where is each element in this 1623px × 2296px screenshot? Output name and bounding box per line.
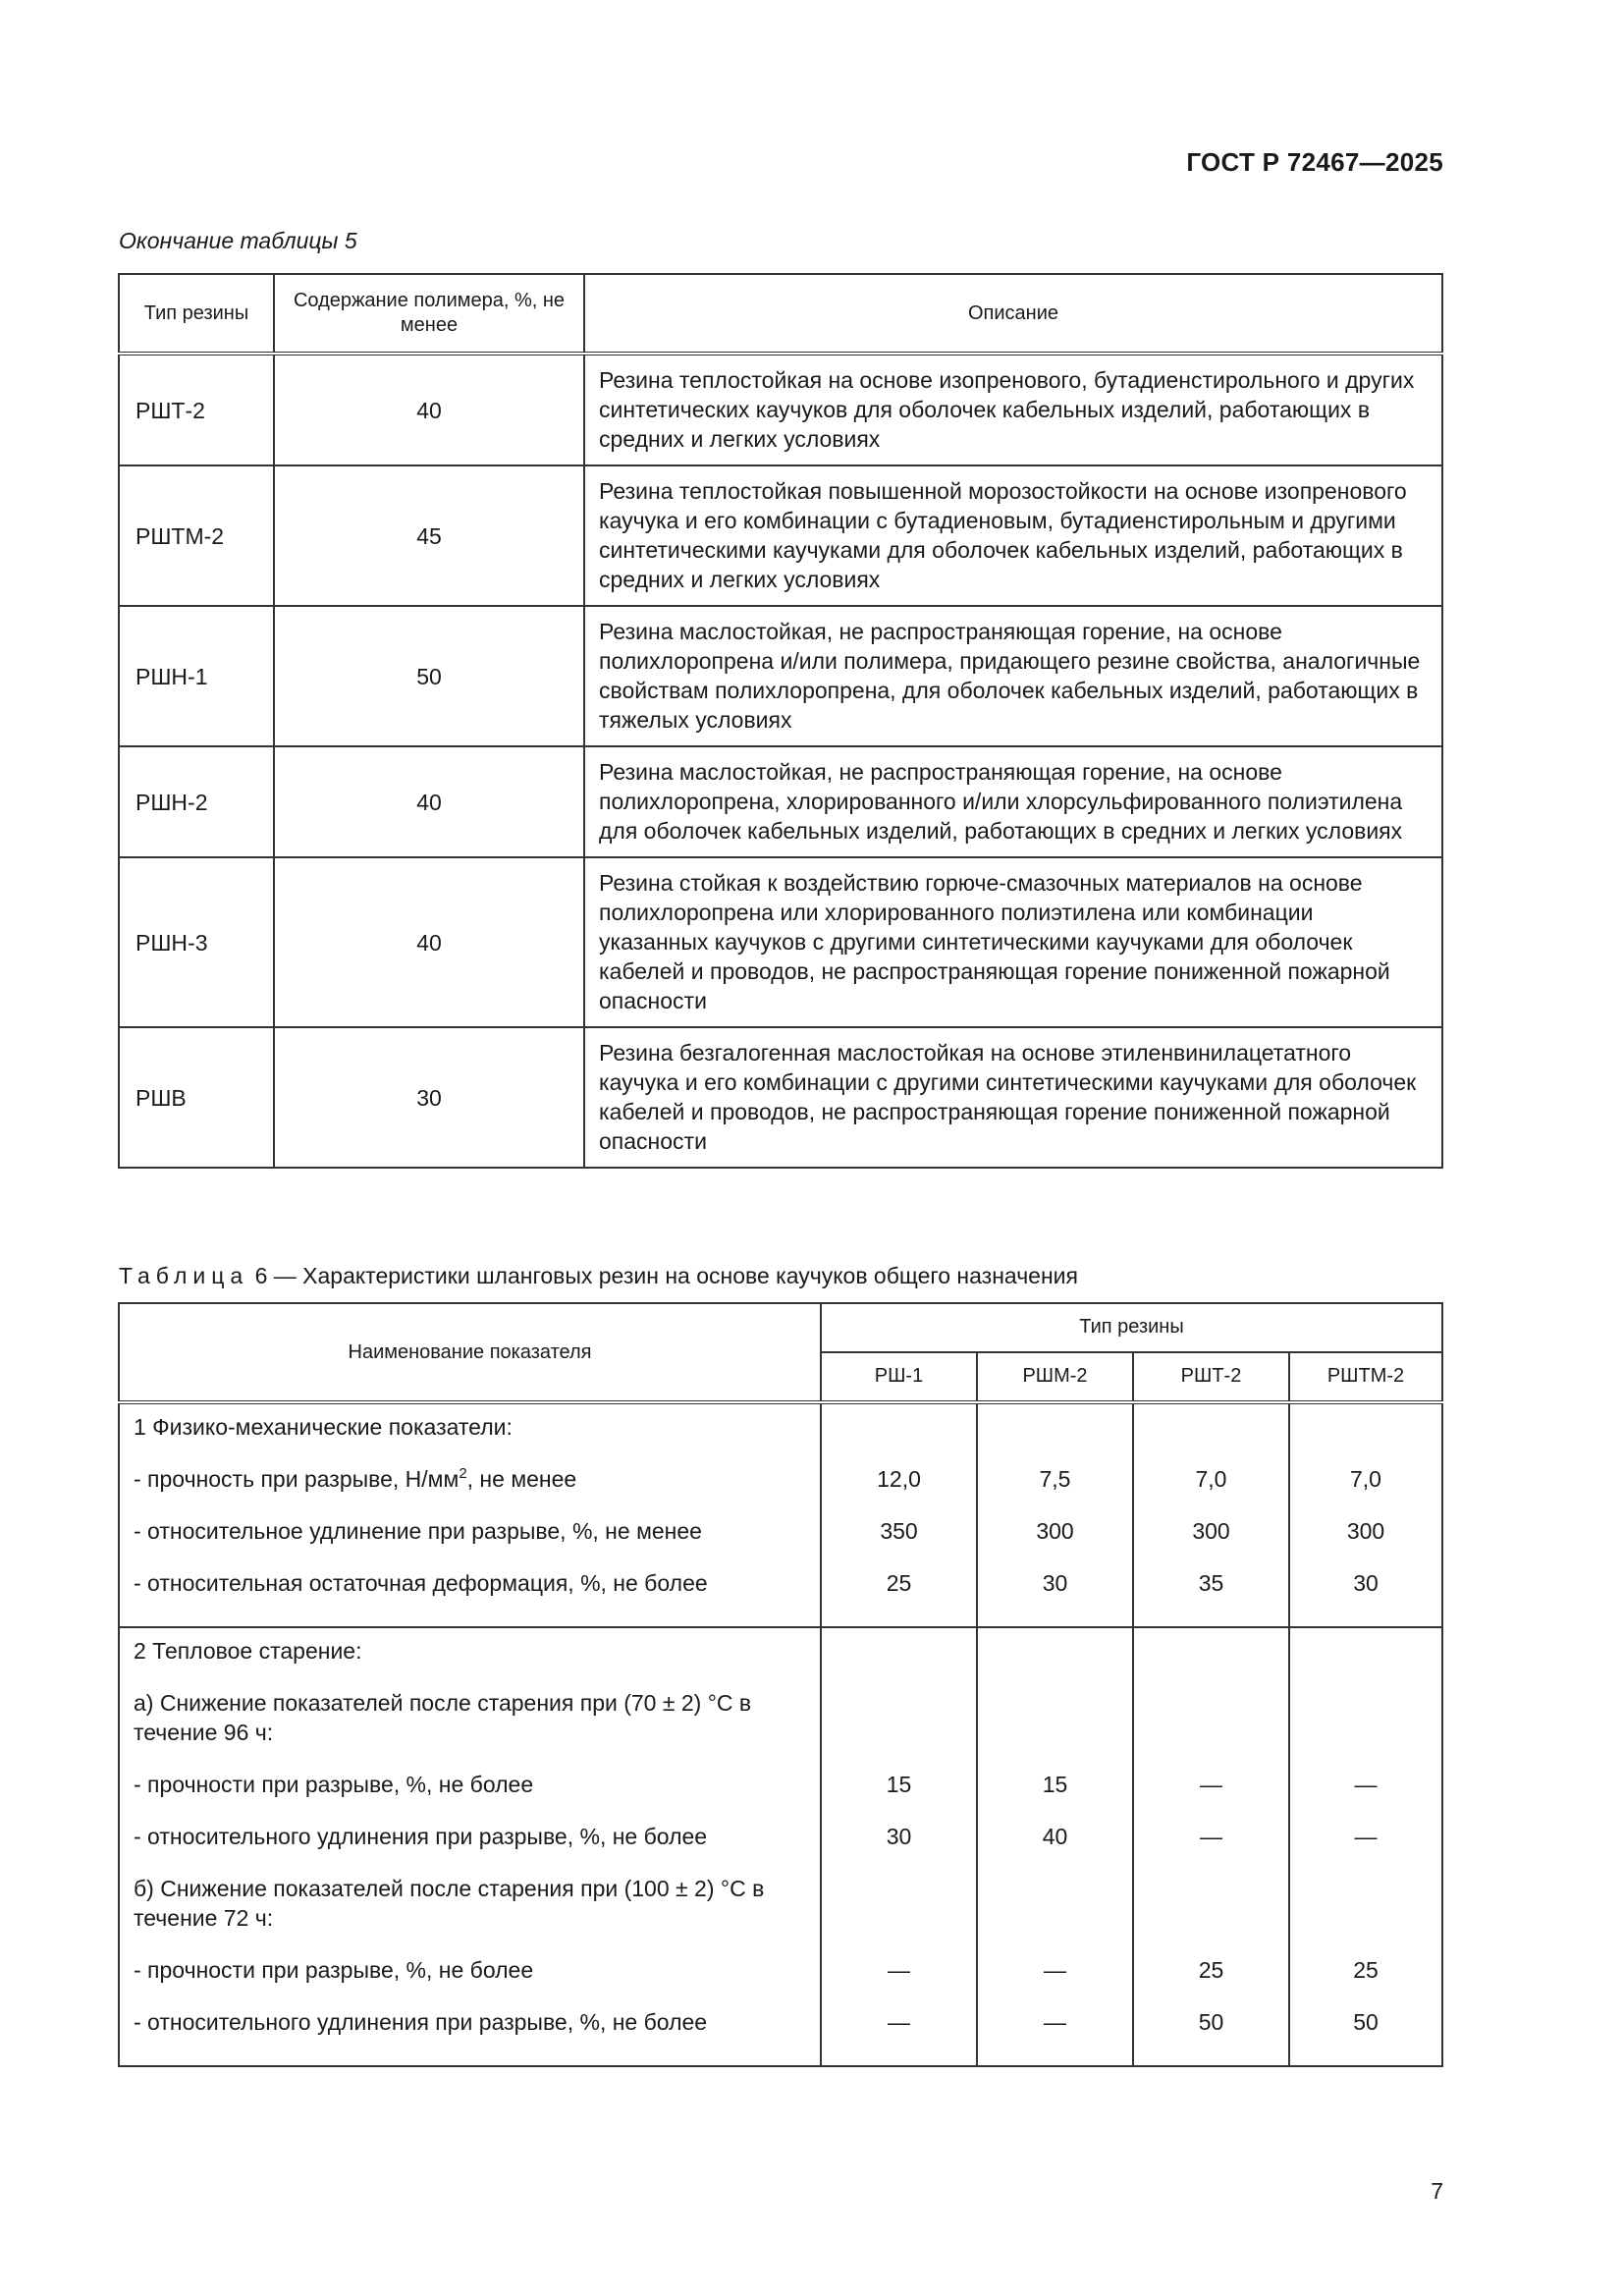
cell-type: РШН-3 — [119, 857, 274, 1027]
value-cell: 25 — [886, 1570, 912, 1596]
group2-labels — [119, 1627, 821, 2066]
value-cell: 40 — [1042, 1824, 1068, 1849]
value-cell: 15 — [886, 1772, 912, 1797]
group1-col-rshtm-2 — [1289, 1402, 1442, 1627]
cell-type: РШВ — [119, 1027, 274, 1168]
table5-caption: Окончание таблицы 5 — [119, 228, 357, 253]
cell-description: Резина маслостойкая, не распространяющая горение, на основе полихлоропрена и/или полимера, придающего резине свойства, аналогичные свойствам полихлоропрена, для оболочек кабельных изделий, работающих в тяжелых условиях — [584, 606, 1442, 746]
value-cell: — — [888, 1957, 910, 1983]
cell-percent: 40 — [274, 746, 584, 857]
cell-description: Резина безгалогенная маслостойкая на основе этиленвинилацетатного каучука и его комбинации с другими синтетическими каучуками для оболочек кабелей и проводов, не распространяющая горение пониженной пожарной опасности — [584, 1027, 1442, 1168]
cell-description: Резина маслостойкая, не распространяющая горение, на основе полихлоропрена, хлорированного и/или хлорсульфированного полиэтилена для оболочек кабельных изделий, работающих в средних и легких условиях — [584, 746, 1442, 857]
value-cell: 7,5 — [1039, 1466, 1071, 1492]
table-row-group-heat-aging — [119, 1627, 1442, 2066]
value-cell: 30 — [1353, 1570, 1379, 1596]
label-tensile-strength-suffix: , не менее — [466, 1466, 577, 1492]
col-header-rshm-2: РШМ-2 — [977, 1352, 1133, 1402]
value-cell: — — [1354, 1772, 1378, 1797]
cell-percent: 50 — [274, 606, 584, 746]
label-strength-b: - прочности при разрыве, %, не более — [134, 1957, 534, 1983]
col-header-rubber-type: Тип резины — [821, 1303, 1442, 1352]
cell-percent: 45 — [274, 465, 584, 606]
label-tensile-strength — [134, 1464, 806, 1516]
unit-superscript: 2 — [459, 1465, 467, 1482]
label-elongation-a: - относительного удлинения при разрыве, %, не более — [134, 1824, 708, 1849]
value-cell: 30 — [886, 1824, 912, 1849]
group1-col-rsht-2 — [1133, 1402, 1289, 1627]
value-cell: 35 — [1198, 1570, 1224, 1596]
col-header-rsh-1: РШ-1 — [821, 1352, 977, 1402]
col-header-type: Тип резины — [119, 274, 274, 354]
table-row — [119, 354, 1442, 465]
table-row — [119, 465, 1442, 606]
label-residual-deformation: - относительная остаточная деформация, %, не более — [134, 1570, 708, 1596]
value-cell: 12,0 — [877, 1466, 921, 1492]
cell-description: Резина теплостойкая на основе изопренового, бутадиенстирольного и других синтетических каучуков для оболочек кабельных изделий, работающих в средних и легких условиях — [584, 354, 1442, 465]
value-cell: 7,0 — [1195, 1466, 1227, 1492]
col-header-polymer-content: Содержание полимера, %, не менее — [274, 274, 584, 354]
subgroup-b-title: б) Снижение показателей после старения при (100 ± 2) °С в течение 72 ч: — [134, 1876, 765, 1931]
group2-col-rshtm-2 — [1289, 1627, 1442, 2066]
table5-header-row — [119, 274, 1442, 354]
group1-labels — [119, 1402, 821, 1627]
col-header-indicator-name: Наименование показателя — [119, 1303, 821, 1402]
group2-title: 2 Тепловое старение: — [134, 1638, 362, 1664]
label-elongation-b: - относительного удлинения при разрыве, %, не более — [134, 2009, 708, 2035]
table-row — [119, 746, 1442, 857]
table6-caption — [119, 1263, 1078, 1289]
page-number: 7 — [1431, 2178, 1443, 2204]
table-row — [119, 857, 1442, 1027]
cell-description: Резина теплостойкая повышенной морозостойкости на основе изопренового каучука и его комбинации с бутадиеновым, бутадиенстирольным и другими синтетическими каучуками для оболочек кабельных изделий, работающих в средних и легких условиях — [584, 465, 1442, 606]
table6 — [118, 1302, 1443, 2067]
cell-description: Резина стойкая к воздействию горюче-смазочных материалов на основе полихлоропрена или хлорированного полиэтилена или комбинации указанных каучуков с другими синтетическими каучуками для оболочек кабелей и проводов, не распространяющая горение пониженной пожарной опасности — [584, 857, 1442, 1027]
value-cell: 30 — [1042, 1570, 1068, 1596]
table6-caption-text: 6 — Характеристики шланговых резин на основе каучуков общего назначения — [254, 1263, 1078, 1288]
value-cell: — — [888, 2009, 910, 2035]
group1-col-rsh-1 — [821, 1402, 977, 1627]
cell-type: РШТМ-2 — [119, 465, 274, 606]
value-cell: — — [1354, 1824, 1378, 1849]
value-cell: — — [1044, 1957, 1066, 1983]
value-cell: 25 — [1198, 1957, 1224, 1983]
table6-header-row — [119, 1303, 1442, 1352]
table6-caption-prefix: Таблица — [119, 1263, 249, 1288]
value-cell: — — [1044, 2009, 1066, 2035]
table-row — [119, 1027, 1442, 1168]
table-row-group-physical-mechanical — [119, 1402, 1442, 1627]
table-row — [119, 606, 1442, 746]
value-cell: 350 — [880, 1518, 918, 1544]
value-cell: 25 — [1353, 1957, 1379, 1983]
group2-col-rshm-2 — [977, 1627, 1133, 2066]
group2-col-rsh-1 — [821, 1627, 977, 2066]
label-strength-a: - прочности при разрыве, %, не более — [134, 1772, 534, 1797]
cell-percent: 30 — [274, 1027, 584, 1168]
cell-percent: 40 — [274, 857, 584, 1027]
col-header-rsht-2: РШТ-2 — [1133, 1352, 1289, 1402]
table5 — [118, 273, 1443, 1169]
label-elongation: - относительное удлинение при разрыве, %, не менее — [134, 1518, 702, 1544]
value-cell: — — [1200, 1772, 1222, 1797]
group1-col-rshm-2 — [977, 1402, 1133, 1627]
value-cell: 7,0 — [1350, 1466, 1381, 1492]
subgroup-a-title: а) Снижение показателей после старения при (70 ± 2) °С в течение 96 ч: — [134, 1690, 752, 1745]
value-cell: 15 — [1042, 1772, 1068, 1797]
value-cell: 300 — [1346, 1518, 1385, 1544]
value-cell: — — [1200, 1824, 1222, 1849]
col-header-description: Описание — [584, 274, 1442, 354]
cell-percent: 40 — [274, 354, 584, 465]
cell-type: РШН-1 — [119, 606, 274, 746]
cell-type: РШТ-2 — [119, 354, 274, 465]
value-cell: 50 — [1353, 2009, 1379, 2035]
document-id: ГОСТ Р 72467—2025 — [1186, 147, 1443, 177]
group2-col-rsht-2 — [1133, 1627, 1289, 2066]
value-cell: 300 — [1036, 1518, 1074, 1544]
value-cell: 300 — [1192, 1518, 1230, 1544]
value-cell: 50 — [1198, 2009, 1224, 2035]
label-tensile-strength-text: - прочность при разрыве, Н/мм — [134, 1466, 460, 1492]
cell-type: РШН-2 — [119, 746, 274, 857]
col-header-rshtm-2: РШТМ-2 — [1289, 1352, 1442, 1402]
group1-title: 1 Физико-механические показатели: — [134, 1414, 513, 1440]
